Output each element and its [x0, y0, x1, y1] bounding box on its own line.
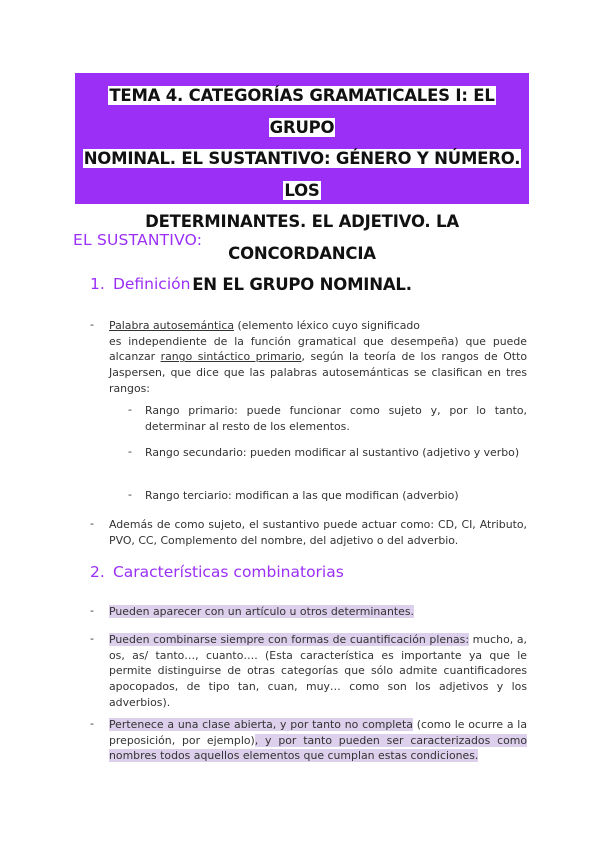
section-heading: EL SUSTANTIVO:: [73, 231, 203, 249]
section1-title: Definición: [112, 275, 191, 293]
subitem-rango-terciario: Rango terciario: modifican a las que modifican (adverbio): [145, 489, 459, 502]
highlight-cuantificacion: Pueden combinarse siempre con formas de cuantificación plenas:: [109, 633, 469, 646]
definition-text-b: es independiente de la función gramatical que desempeña) que puede alcanzar: [109, 334, 527, 364]
bullet-marker: -: [90, 318, 94, 331]
sub-bullet-marker: -: [128, 445, 132, 458]
section2-title: Características combinatorias: [112, 563, 344, 581]
definition-text-a: (elemento léxico cuyo significado: [234, 319, 420, 332]
section2-heading: [90, 563, 344, 581]
bullet-marker: -: [90, 717, 94, 730]
section2-number: 2.: [90, 563, 105, 581]
term-rango-primario: rango sintáctico primario: [160, 350, 302, 364]
section1-heading: [90, 275, 190, 293]
title-line-4: EN EL GRUPO NOMINAL.: [192, 275, 412, 294]
clase-abierta-text: (como le ocurre a la preposición, por ejemplo): [109, 718, 527, 747]
bullet-marker: -: [90, 604, 94, 617]
definition-text-c: , según la teoría de los rangos de Otto Jaspersen, que dice que las palabras autosemánticas se clasifican en tres rangos:: [109, 350, 528, 395]
functions-item: Además de como sujeto, el sustantivo puede actuar como: CD, CI, Atributo, PVO, CC, Complemento del nombre, del adjetivo o del adverbio.: [109, 518, 527, 547]
title-line-1: TEMA 4. CATEGORÍAS GRAMATICALES I: EL GRUPO: [109, 86, 495, 137]
combinatoria-item-1: [109, 604, 527, 620]
bullet-marker: -: [90, 632, 94, 645]
combinatoria-item-2: [109, 632, 527, 711]
title-line-2: NOMINAL. EL SUSTANTIVO: GÉNERO Y NÚMERO. LOS: [83, 149, 521, 200]
highlight-determinantes: Pueden aparecer con un artículo u otros determinantes.: [109, 605, 414, 618]
section1-number: 1.: [90, 275, 105, 293]
cuantificacion-text: mucho, a, os, as/ tanto…, cuanto…. (Esta característica es importante ya que le permite distinguirse de otras categorías que sólo admite cuantificadores apocopados, de tipo tan, cuan, muy… como son los adjetivos y los adverbios).: [109, 633, 527, 709]
definition-item: [109, 318, 527, 397]
sub-bullet-marker: -: [128, 403, 132, 416]
title-line-3: DETERMINANTES. EL ADJETIVO. LA CONCORDANCIA: [145, 212, 459, 263]
subitem-rango-secundario: Rango secundario: pueden modificar al sustantivo (adjetivo y verbo): [145, 446, 520, 459]
bullet-marker: -: [90, 517, 94, 530]
combinatoria-item-3: [109, 717, 527, 764]
highlight-clase-abierta: Pertenece a una clase abierta, y por tanto no completa: [109, 718, 413, 731]
term-autosemantica: Palabra autosemántica: [109, 319, 235, 332]
page-title: [75, 80, 529, 301]
subitem-rango-primario: Rango primario: puede funcionar como sujeto y, por lo tanto, determinar al resto de los elementos.: [145, 404, 527, 433]
sub-bullet-marker: -: [128, 488, 132, 501]
highlight-nombres: , y por tanto pueden ser caracterizados como nombres todos aquellos elementos que cumplan estas condiciones.: [109, 733, 527, 763]
